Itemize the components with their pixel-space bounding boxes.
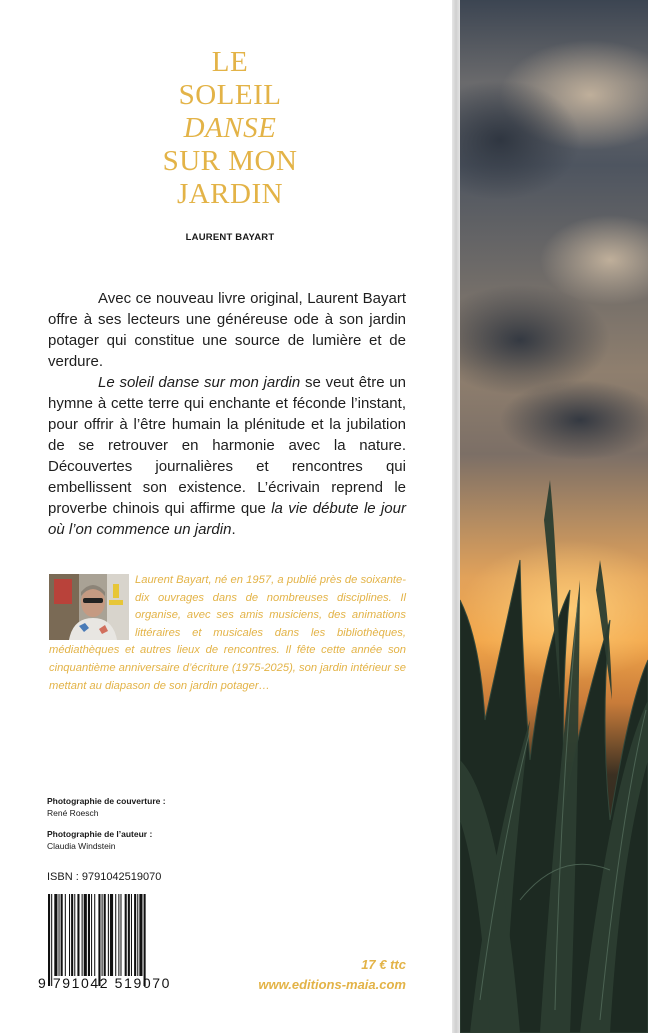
barcode-bar <box>128 894 130 976</box>
proverb-italic: la vie débute le jour où l’on commence un jardin <box>48 500 406 538</box>
barcode-digits: 9 791042 519070 <box>38 975 171 991</box>
author-portrait-image <box>49 574 129 640</box>
cover-photo-credit-name: René Roesch <box>47 808 99 818</box>
barcode-bar <box>82 894 83 976</box>
synopsis <box>48 288 406 540</box>
title-line: SUR MON <box>162 145 298 177</box>
barcode-bar <box>74 894 75 976</box>
price: 17 € ttc <box>361 957 406 972</box>
barcode-bar <box>71 894 73 976</box>
barcode-bar <box>88 894 90 976</box>
title-line: SOLEIL <box>178 79 282 111</box>
book-title <box>150 46 310 211</box>
barcode-bar <box>104 894 106 976</box>
author-photo-credit-name: Claudia Windstein <box>47 841 116 851</box>
photo-credits <box>47 795 166 852</box>
barcode-bar <box>98 894 100 986</box>
synopsis-text: se veut être un hymne à cette terre qui enchante et féconde l’instant, pour offrir à l’être humain la plénitude et la jubilation de se retrouver en harmonie avec la nature. Découvertes journalières et rencontres qui embellissent son existence. L’écrivain reprend le proverbe chinois qui affirme que <box>48 374 406 517</box>
title-line: DANSE <box>183 112 277 144</box>
synopsis-paragraph-2 <box>48 372 406 540</box>
barcode-bar <box>54 894 57 976</box>
barcode-bar <box>125 894 127 976</box>
barcode-bar <box>61 894 63 976</box>
author-photo-credit-label: Photographie de l’auteur : <box>47 829 153 839</box>
barcode-bar <box>118 894 119 976</box>
author-name: LAURENT BAYART <box>185 232 275 243</box>
barcode-bar <box>115 894 116 976</box>
barcode-bar <box>144 894 146 986</box>
publisher-website: www.editions-maia.com <box>258 977 406 992</box>
synopsis-text-end: . <box>231 521 236 538</box>
barcode-bar <box>59 894 60 976</box>
cover-photo-credit-label: Photographie de couverture : <box>47 796 166 806</box>
title-line: JARDIN <box>176 178 284 210</box>
barcode-bar <box>134 894 136 976</box>
barcode-bar <box>77 894 79 976</box>
isbn: ISBN : 9791042519070 <box>47 871 162 883</box>
barcode-bar <box>91 894 92 976</box>
barcode-bar <box>131 894 132 976</box>
barcode-bar <box>102 894 103 976</box>
author-bio-text: Laurent Bayart, né en 1957, a publié près de soixante-dix ouvrages dans de nombreuses disciplines. Il organise, avec ses amis musiciens, des animations littéraires et musicales dans les bibliothèques, médiathèques et autres lieux de rencontres. Il fête cette année son cinquantième anniversaire d’écriture (1975-2025), son jardin intérieur se mettant au diapason de son jardin potager… <box>49 574 406 692</box>
spine-edge <box>452 0 460 1033</box>
barcode-bar <box>120 894 121 976</box>
synopsis-paragraph-1: Avec ce nouveau livre original, Laurent Bayart offre à ses lecteurs une généreuse ode à son jardin potager qui constitue une source de lumière et de verdure. <box>48 290 406 370</box>
author-photo <box>49 574 129 640</box>
cornfield-sunset-image <box>460 0 648 1033</box>
barcode-bar <box>51 894 52 986</box>
barcode-bar <box>137 894 138 976</box>
barcode-bar <box>94 894 95 976</box>
barcode-bar <box>139 894 142 976</box>
barcode-bar <box>108 894 109 976</box>
barcode-bar <box>48 894 50 986</box>
barcode-bar <box>65 894 66 976</box>
book-title-italic: Le soleil danse sur mon jardin <box>98 374 301 391</box>
barcode-bar <box>110 894 113 976</box>
barcode-bar <box>69 894 70 976</box>
cover-photo <box>460 0 648 1033</box>
title-line: LE <box>211 46 249 78</box>
barcode-bar <box>84 894 87 976</box>
